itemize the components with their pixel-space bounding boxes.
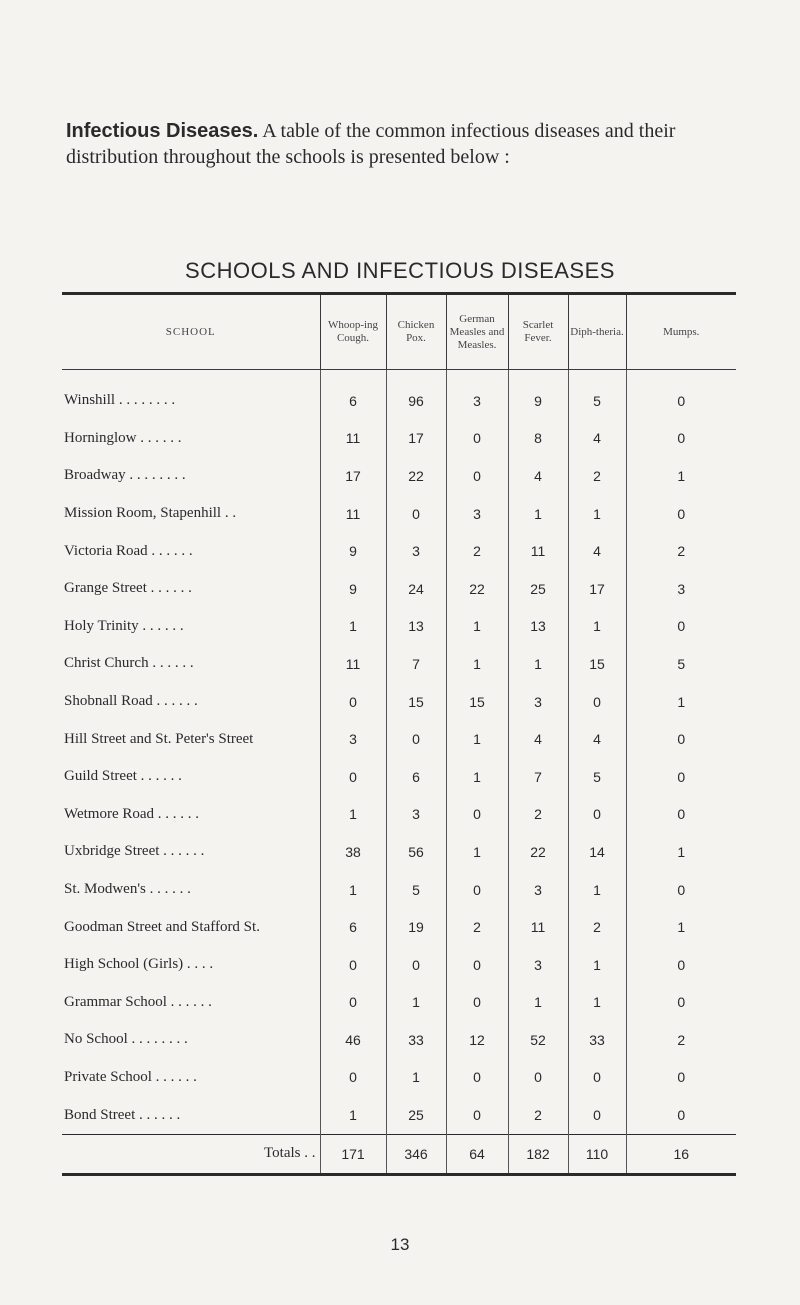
school-name: Bond Street . . . . . .: [64, 1106, 181, 1123]
case-count-cell: 1: [446, 720, 508, 758]
case-count-cell: 0: [626, 608, 736, 646]
school-name: Mission Room, Stapenhill . .: [64, 505, 237, 522]
case-count-cell: 0: [446, 871, 508, 909]
table-heading: SCHOOLS AND INFECTIOUS DISEASES: [185, 258, 615, 283]
col-header-chicken-pox: Chicken Pox.: [386, 295, 446, 370]
case-count-cell: 1: [568, 871, 626, 909]
school-name: Victoria Road . . . . . .: [64, 542, 193, 559]
case-count-cell: 11: [320, 420, 386, 458]
case-count-cell: 11: [320, 645, 386, 683]
case-count-cell: 0: [626, 871, 736, 909]
case-count-cell: 3: [386, 796, 446, 834]
case-count-cell: 1: [568, 984, 626, 1022]
case-count-cell: 46: [320, 1021, 386, 1059]
case-count-cell: 3: [508, 946, 568, 984]
case-count-cell: 0: [446, 457, 508, 495]
case-count-cell: 5: [386, 871, 446, 909]
case-count-cell: 0: [626, 1059, 736, 1097]
intro-text: A table of the common infectious diseases and their distribution throughout the schools is presented below :: [66, 120, 676, 168]
case-count-cell: 11: [508, 532, 568, 570]
case-count-cell: 1: [446, 645, 508, 683]
case-count-cell: 96: [386, 370, 446, 420]
table-row: [62, 608, 736, 646]
col-header-measles: German Measles and Measles.: [446, 295, 508, 370]
case-count-cell: 0: [446, 796, 508, 834]
case-count-cell: 33: [386, 1021, 446, 1059]
case-count-cell: 11: [320, 495, 386, 533]
case-count-cell: 1: [320, 796, 386, 834]
case-count-cell: 9: [508, 370, 568, 420]
total-cell: 182: [508, 1134, 568, 1173]
case-count-cell: 0: [568, 1096, 626, 1134]
case-count-cell: 22: [386, 457, 446, 495]
case-count-cell: 4: [568, 420, 626, 458]
school-name: St. Modwen's . . . . . .: [64, 881, 191, 898]
case-count-cell: 5: [568, 370, 626, 420]
table-row: [62, 1096, 736, 1134]
case-count-cell: 0: [320, 758, 386, 796]
case-count-cell: 0: [626, 796, 736, 834]
case-count-cell: 3: [446, 495, 508, 533]
case-count-cell: 3: [320, 720, 386, 758]
case-count-cell: 15: [386, 683, 446, 721]
disease-table: [62, 295, 736, 1173]
case-count-cell: 38: [320, 833, 386, 871]
case-count-cell: 0: [508, 1059, 568, 1097]
case-count-cell: 5: [568, 758, 626, 796]
case-count-cell: 12: [446, 1021, 508, 1059]
case-count-cell: 0: [626, 495, 736, 533]
case-count-cell: 1: [320, 1096, 386, 1134]
case-count-cell: 0: [386, 720, 446, 758]
case-count-cell: 3: [446, 370, 508, 420]
table-row: [62, 946, 736, 984]
table-row: [62, 1021, 736, 1059]
case-count-cell: 1: [446, 833, 508, 871]
case-count-cell: 1: [386, 984, 446, 1022]
case-count-cell: 4: [508, 720, 568, 758]
case-count-cell: 17: [568, 570, 626, 608]
case-count-cell: 0: [446, 1059, 508, 1097]
school-name: Horninglow . . . . . .: [64, 429, 182, 446]
school-name: Hill Street and St. Peter's Street: [64, 730, 254, 747]
case-count-cell: 0: [446, 1096, 508, 1134]
case-count-cell: 3: [508, 683, 568, 721]
totals-row: [62, 1134, 736, 1173]
table-row: [62, 532, 736, 570]
case-count-cell: 0: [320, 1059, 386, 1097]
school-name: Guild Street . . . . . .: [64, 768, 182, 785]
table-row: [62, 683, 736, 721]
case-count-cell: 4: [568, 532, 626, 570]
case-count-cell: 6: [320, 370, 386, 420]
case-count-cell: 14: [568, 833, 626, 871]
case-count-cell: 25: [386, 1096, 446, 1134]
case-count-cell: 0: [320, 946, 386, 984]
case-count-cell: 3: [508, 871, 568, 909]
table-row: [62, 758, 736, 796]
case-count-cell: 1: [508, 645, 568, 683]
case-count-cell: 17: [320, 457, 386, 495]
case-count-cell: 1: [626, 683, 736, 721]
case-count-cell: 0: [568, 1059, 626, 1097]
case-count-cell: 1: [568, 608, 626, 646]
case-count-cell: 4: [508, 457, 568, 495]
page-number: 13: [390, 1235, 410, 1254]
table-row: [62, 833, 736, 871]
case-count-cell: 2: [568, 457, 626, 495]
case-count-cell: 9: [320, 532, 386, 570]
table-row: [62, 1059, 736, 1097]
table-row: [62, 457, 736, 495]
case-count-cell: 19: [386, 908, 446, 946]
case-count-cell: 11: [508, 908, 568, 946]
school-name: Private School . . . . . .: [64, 1068, 197, 1085]
table-row: [62, 984, 736, 1022]
case-count-cell: 0: [626, 758, 736, 796]
case-count-cell: 0: [626, 370, 736, 420]
intro-paragraph: [66, 118, 746, 170]
case-count-cell: 0: [568, 796, 626, 834]
disease-table-container: [62, 292, 736, 1176]
total-cell: 110: [568, 1134, 626, 1173]
case-count-cell: 0: [568, 683, 626, 721]
case-count-cell: 15: [568, 645, 626, 683]
case-count-cell: 17: [386, 420, 446, 458]
case-count-cell: 6: [386, 758, 446, 796]
table-row: [62, 908, 736, 946]
case-count-cell: 1: [568, 495, 626, 533]
school-name: Broadway . . . . . . . .: [64, 467, 186, 484]
case-count-cell: 56: [386, 833, 446, 871]
case-count-cell: 13: [508, 608, 568, 646]
school-name: Goodman Street and Stafford St.: [64, 918, 260, 935]
case-count-cell: 0: [626, 946, 736, 984]
case-count-cell: 9: [320, 570, 386, 608]
case-count-cell: 4: [568, 720, 626, 758]
case-count-cell: 33: [568, 1021, 626, 1059]
case-count-cell: 2: [508, 1096, 568, 1134]
case-count-cell: 24: [386, 570, 446, 608]
case-count-cell: 0: [386, 946, 446, 984]
case-count-cell: 1: [568, 946, 626, 984]
school-name: Wetmore Road . . . . . .: [64, 805, 200, 822]
school-name: Holy Trinity . . . . . .: [64, 617, 184, 634]
case-count-cell: 13: [386, 608, 446, 646]
col-header-whooping-cough: Whoop-ing Cough.: [320, 295, 386, 370]
case-count-cell: 22: [508, 833, 568, 871]
case-count-cell: 2: [446, 532, 508, 570]
case-count-cell: 0: [626, 1096, 736, 1134]
case-count-cell: 1: [320, 871, 386, 909]
school-name: Winshill . . . . . . . .: [64, 392, 176, 409]
school-name: Uxbridge Street . . . . . .: [64, 843, 205, 860]
case-count-cell: 0: [626, 984, 736, 1022]
case-count-cell: 2: [568, 908, 626, 946]
case-count-cell: 22: [446, 570, 508, 608]
school-name: Shobnall Road . . . . . .: [64, 693, 198, 710]
table-row: [62, 370, 736, 420]
table-row: [62, 796, 736, 834]
case-count-cell: 0: [446, 946, 508, 984]
case-count-cell: 0: [626, 420, 736, 458]
table-row: [62, 495, 736, 533]
col-header-scarlet-fever: Scarlet Fever.: [508, 295, 568, 370]
case-count-cell: 6: [320, 908, 386, 946]
case-count-cell: 2: [626, 532, 736, 570]
case-count-cell: 0: [626, 720, 736, 758]
school-name: No School . . . . . . . .: [64, 1031, 188, 1048]
school-name: Grange Street . . . . . .: [64, 580, 192, 597]
case-count-cell: 1: [446, 608, 508, 646]
header-row: [62, 295, 736, 370]
case-count-cell: 15: [446, 683, 508, 721]
total-cell: 16: [626, 1134, 736, 1173]
case-count-cell: 1: [386, 1059, 446, 1097]
case-count-cell: 1: [320, 608, 386, 646]
case-count-cell: 1: [508, 984, 568, 1022]
case-count-cell: 0: [320, 683, 386, 721]
school-name: Christ Church . . . . . .: [64, 655, 194, 672]
col-header-diphtheria: Diph-theria.: [568, 295, 626, 370]
bottom-rule: [62, 1173, 736, 1176]
case-count-cell: 0: [446, 984, 508, 1022]
col-header-school: SCHOOL: [62, 295, 320, 370]
table-row: [62, 570, 736, 608]
case-count-cell: 1: [508, 495, 568, 533]
case-count-cell: 5: [626, 645, 736, 683]
case-count-cell: 7: [508, 758, 568, 796]
total-cell: 64: [446, 1134, 508, 1173]
case-count-cell: 1: [626, 457, 736, 495]
table-row: [62, 645, 736, 683]
case-count-cell: 7: [386, 645, 446, 683]
case-count-cell: 0: [446, 420, 508, 458]
school-name: High School (Girls) . . . .: [64, 956, 214, 973]
case-count-cell: 1: [626, 908, 736, 946]
table-row: [62, 871, 736, 909]
case-count-cell: 52: [508, 1021, 568, 1059]
totals-label: Totals . .: [62, 1134, 320, 1173]
case-count-cell: 1: [446, 758, 508, 796]
case-count-cell: 0: [386, 495, 446, 533]
table-row: [62, 420, 736, 458]
table-row: [62, 720, 736, 758]
total-cell: 346: [386, 1134, 446, 1173]
case-count-cell: 2: [626, 1021, 736, 1059]
case-count-cell: 2: [508, 796, 568, 834]
intro-lead: Infectious Diseases.: [66, 120, 259, 142]
case-count-cell: 8: [508, 420, 568, 458]
school-name: Grammar School . . . . . .: [64, 993, 212, 1010]
case-count-cell: 25: [508, 570, 568, 608]
case-count-cell: 2: [446, 908, 508, 946]
total-cell: 171: [320, 1134, 386, 1173]
col-header-mumps: Mumps.: [626, 295, 736, 370]
case-count-cell: 0: [320, 984, 386, 1022]
case-count-cell: 3: [386, 532, 446, 570]
case-count-cell: 1: [626, 833, 736, 871]
case-count-cell: 3: [626, 570, 736, 608]
